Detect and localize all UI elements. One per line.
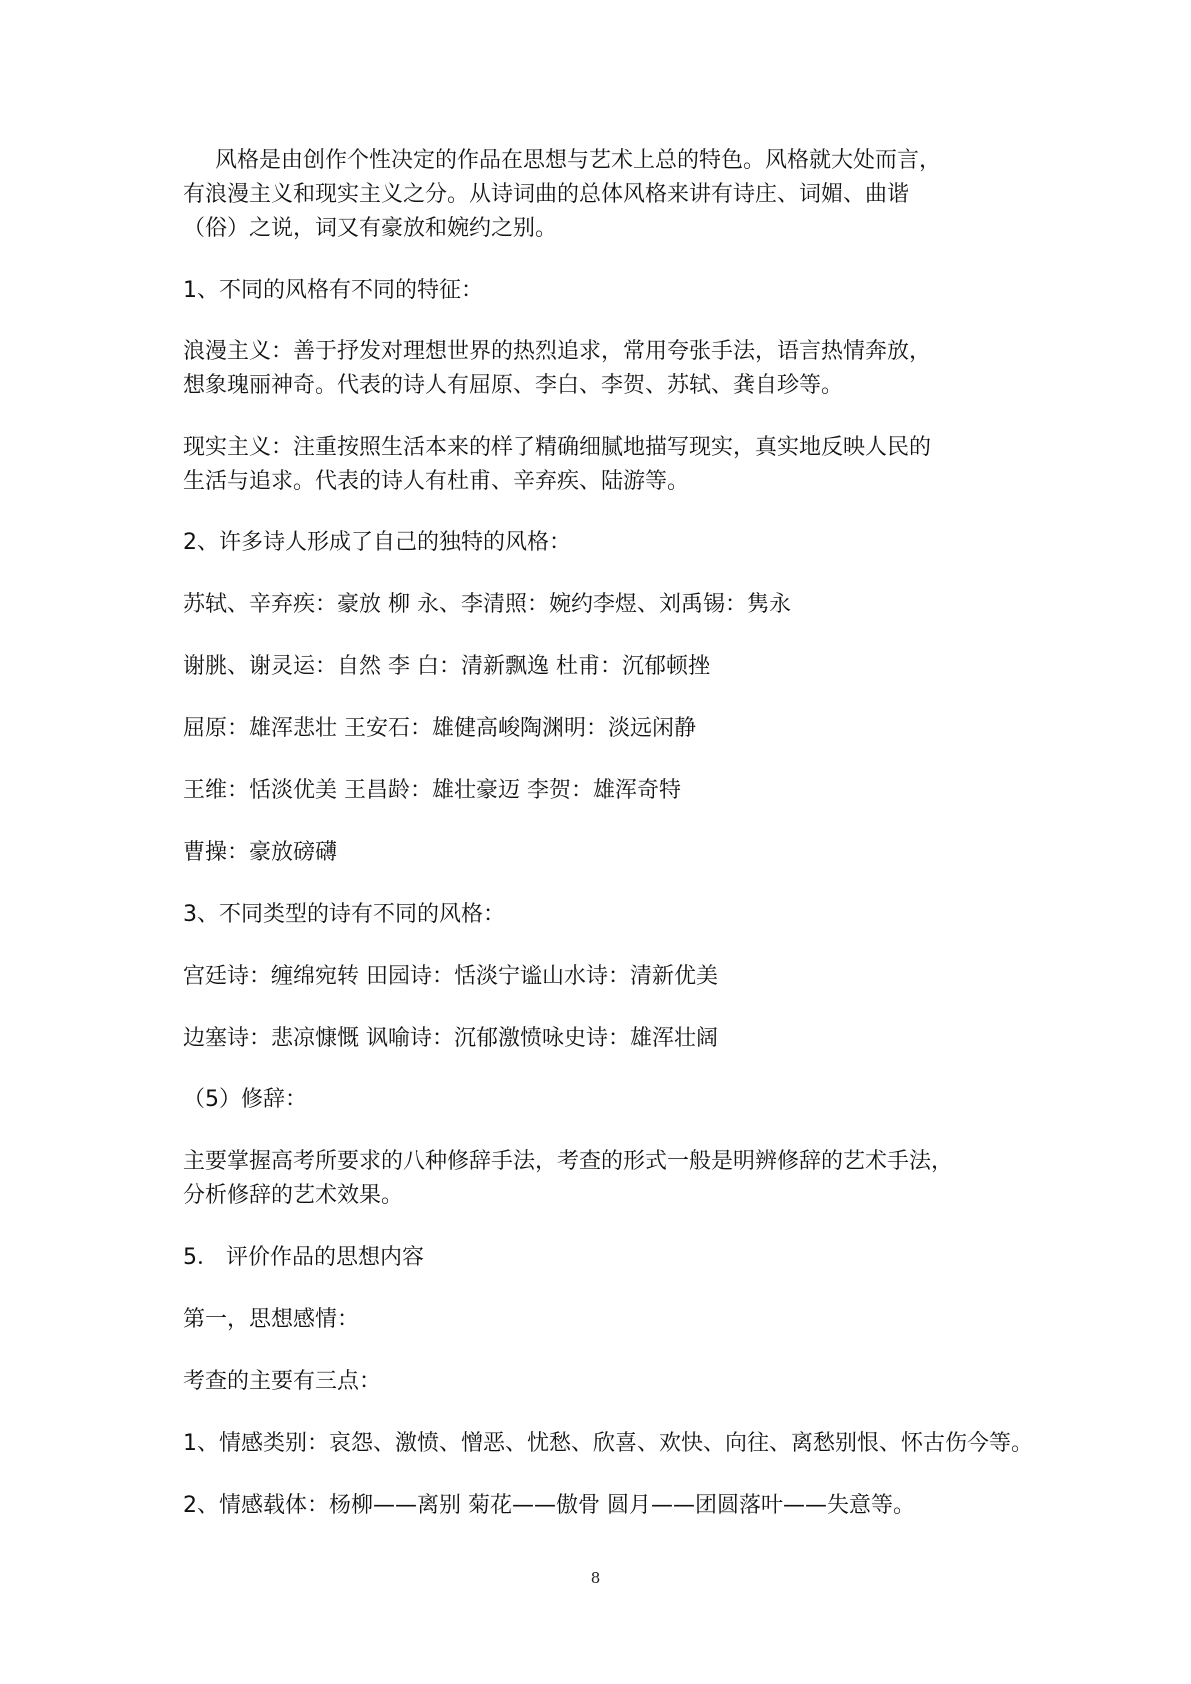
paragraph-style-line-1: 风格是由创作个性决定的作品在思想与艺术上总的特色。风格就大处而言， bbox=[215, 148, 942, 173]
rhetoric-line-2: 分析修辞的艺术效果。 bbox=[183, 1183, 404, 1208]
heading-different-styles: 1、不同的风格有不同的特征： bbox=[183, 278, 483, 303]
heading-thought-emotion: 第一，思想感情： bbox=[183, 1307, 360, 1332]
three-points-line: 考查的主要有三点： bbox=[183, 1369, 382, 1394]
emotion-types-line: 1、情感类别：哀怨、激愤、憎恶、忧愁、欣喜、欢快、向往、离愁别恨、怀古伤今等。 bbox=[183, 1431, 1033, 1456]
poem-types-row-1: 宫廷诗：缠绵宛转 田园诗：恬淡宁谧山水诗：清新优美 bbox=[183, 964, 718, 989]
rhetoric-line-1: 主要掌握高考所要求的八种修辞手法，考查的形式一般是明辨修辞的艺术手法， bbox=[183, 1149, 954, 1174]
heading-poet-styles: 2、许多诗人形成了自己的独特的风格： bbox=[183, 530, 571, 555]
poet-styles-row-1: 苏轼、辛弃疾：豪放 柳 永、李清照：婉约李煜、刘禹锡：隽永 bbox=[183, 592, 791, 617]
heading-evaluate-content: 5． 评价作品的思想内容 bbox=[183, 1245, 424, 1270]
poet-styles-row-3: 屈原：雄浑悲壮 王安石：雄健高峻陶渊明：淡远闲静 bbox=[183, 716, 696, 741]
heading-poem-types: 3、不同类型的诗有不同的风格： bbox=[183, 902, 505, 927]
paragraph-style-line-3: （俗）之说，词又有豪放和婉约之别。 bbox=[183, 216, 558, 241]
page-number: 8 bbox=[590, 1569, 601, 1587]
romanticism-line-1: 浪漫主义：善于抒发对理想世界的热烈追求，常用夸张手法，语言热情奔放， bbox=[183, 339, 932, 364]
poet-styles-row-5: 曹操：豪放磅礴 bbox=[183, 840, 338, 865]
poet-styles-row-4: 王维：恬淡优美 王昌龄：雄壮豪迈 李贺：雄浑奇特 bbox=[183, 778, 681, 803]
emotion-carriers-line: 2、情感载体：杨柳——离别 菊花——傲骨 圆月——团圆落叶——失意等。 bbox=[183, 1493, 915, 1518]
paragraph-style-line-2: 有浪漫主义和现实主义之分。从诗词曲的总体风格来讲有诗庄、词媚、曲谐 bbox=[183, 182, 910, 207]
romanticism-line-2: 想象瑰丽神奇。代表的诗人有屈原、李白、李贺、苏轼、龚自珍等。 bbox=[183, 373, 844, 398]
poem-types-row-2: 边塞诗：悲凉慷慨 讽喻诗：沉郁激愤咏史诗：雄浑壮阔 bbox=[183, 1026, 718, 1051]
poet-styles-row-2: 谢朓、谢灵运：自然 李 白：清新飘逸 杜甫：沉郁顿挫 bbox=[183, 654, 710, 679]
realism-line-2: 生活与追求。代表的诗人有杜甫、辛弃疾、陆游等。 bbox=[183, 469, 690, 494]
realism-line-1: 现实主义：注重按照生活本来的样了精确细腻地描写现实，真实地反映人民的 bbox=[183, 435, 932, 460]
heading-rhetoric: （5）修辞： bbox=[183, 1087, 307, 1112]
